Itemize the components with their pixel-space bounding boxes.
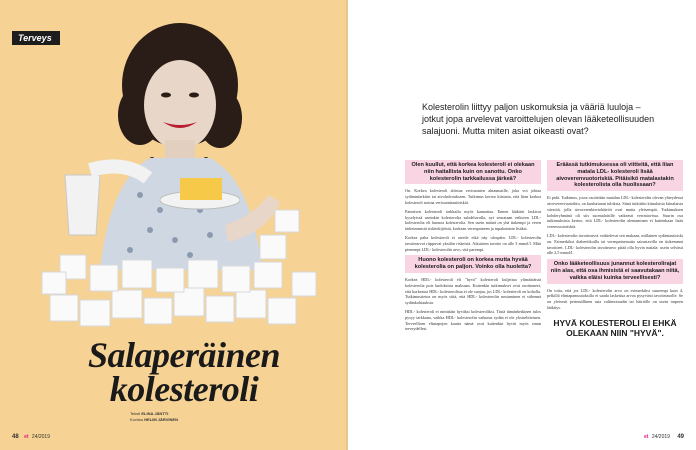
page-number-right: 49	[677, 434, 684, 440]
milk-glass	[65, 175, 100, 235]
question-heading: Eräässä tutkimuksessa oli viitteitä, että liian matala LDL- kolesteroli lisää aivoverenvuotoriskiä. Pitäisikö matalastakin kolesterolista olla huolissaan?	[547, 160, 683, 191]
title-line-2: kolesteroli	[109, 369, 259, 409]
pull-quote: HYVÄ KOLESTEROLI EI EHKÄ OLEKAAN NIIN "HYVÄ".	[553, 317, 677, 338]
body-paragraph: On. Korkea kolesteroli altistaa verisuonten ahtaumaille, joka voi johtaa sydäninfarktiin tai aivohalvaukseen. Tutkimus kertoo kiistatta, että liian korkea kolesteroli nostaa verisuonitautiriskiä.	[405, 188, 541, 205]
brand-logo: et	[24, 434, 29, 440]
illustration-woman-with-sugar-cubes	[30, 10, 330, 340]
text-column-2	[547, 160, 683, 338]
polka-dot-dress	[100, 158, 262, 270]
page-footer-left	[12, 434, 50, 440]
question-heading: Huono kolesteroli on korkea mutta hyvää kolesterolia on paljon. Voinko olla huoletta?	[405, 255, 541, 273]
body-paragraph: Paineisen kolesteroli tarkkailu myös kannattaa. Ennen lääkärit laskivat kyselyissä useinkin kolesterolia suhdeluvulla, nyt seurataan erikseen LDL- kolesterolia eli huonoa kolesterolia. Sen usein määrä on yhä tiukempi ja veren tärkeimmistä riskitekijöistä, korkean verenpaineen ja tupakoinnin lisäksi.	[405, 208, 541, 232]
credit-illustration	[130, 417, 178, 423]
credit-text-name: ELINA JÄNTTI	[141, 411, 169, 416]
question-heading: Olen kuullut, että korkea kolesteroli ei olekaan niin haitallista kuin on sanottu. Onko kolesterolin tarkkailussa järkeä?	[405, 160, 541, 184]
issue-number: 24/2019	[31, 434, 50, 440]
eye-left	[161, 93, 171, 98]
title-line-1: Salaperäinen	[87, 335, 281, 375]
body-paragraph: Korkea paha kolesteroli ei oireile eikä näy ulospäin. LDL- kolesterolin tavoitearvot riippuvat yksilön riskeistä. Aikuisten tavoite on alle 3 mmol/l. Mitä pienempi LDL- kolesterolin arvo, sitä parempi.	[405, 234, 541, 252]
body-paragraph: Ei pidä. Tutkimus, jossa osoitettiin matalan LDL- kolesterolin olevan yhteydessä aivoverenvuotoihin, on kuuluttanut tuloksia. Siinä tutkittiin kiinalaisia kiinalaista väestöä, jolla aivoverenkiertohäiriöt ovat muita yleisempiä. Tutkimuksen kohderyhmänä oli siis suomalaisille vaikeasti verrattavissa. Suurin osa tutkimuksista kertoo, että LDL- kolesterolin alentaminen ei kuitenkaan lisää verenvuotoriskiä.	[547, 195, 683, 230]
face-shape	[144, 60, 216, 150]
text-column-1	[405, 160, 541, 335]
butter-block	[180, 178, 222, 200]
page-number-left: 48	[12, 434, 19, 440]
body-paragraph: LDL- kolesterolin tavoitearvot vaihtelevat sen mukaan, millainen sydäntautiriski on. Esimerkiksi diabeetikoilla tai verenpainetautia sairastavilla on tiukemmat tavoitteet. LDL- kolesterolin tavoitearvo pitää olla hyvin matala: usein selvästi alle 2,5 mmol/l.	[547, 232, 683, 256]
section-tag: Terveys	[12, 31, 60, 45]
right-page	[348, 0, 696, 450]
body-paragraph: HDL- kolesteroli ei nimittäin hyväksi kolesteroliksi. Tästä tämänhetkinen tulos pysyy tarkkana, vaikka HDL- kolesterolin vaikutus sydän ei ole yksiselitteinen. Terveellisen elintapojen kautta nämä ovat kuitenkin hyvät myös sinun terveydellesi.	[405, 308, 541, 332]
lead-paragraph: Kolesterolin liittyy paljon uskomuksia ja vääriä luuloja – jotkut jopa arvelevat varoittelujen olevan lääketeollisuuden salajuoni. Mutta miten asiat oikeasti ovat?	[422, 102, 655, 136]
credit-photo-label: Kuvitus	[130, 417, 144, 422]
question-heading: Onko lääketeollisuus junannut kolesterolirajat niin alas, että osa ihmisistä ei saavutakaan niitä, vaikka eläisi kuinka terveellisesti?	[547, 259, 683, 283]
body-paragraph: Korkea HDL- kolesteroli eli "hyvä" kolesteroli kuljettaa ylimääräistä kolesterolia pois kudoksista maksaan. Kuitenkin tutkimukset ovat osoittaneet, että korkeasta HDL- kolesterolista ei ole suojaa, jos LDL- kolesteroli on koholla. Tutkimustietoa on myös siitä, että HDL- kolesterolin nostaminen ei vähennä sydänkohtauksia.	[405, 276, 541, 306]
credit-photo-name: HELMI JÄRVINEN	[144, 417, 178, 422]
page-footer-right	[644, 434, 684, 440]
credits	[130, 411, 178, 423]
eye-right	[189, 93, 199, 98]
credit-text-label: Teksti	[130, 411, 141, 416]
brand-logo: et	[644, 434, 649, 440]
article-title	[64, 335, 304, 409]
issue-number: 24/2019	[651, 434, 670, 440]
body-paragraph: On totta, että jos LDL- kolesterolin arvo on esimerkiksi suurempi kuin 4, pelkillä elintapamuutoksilla ei saada laskettua arvoa pysyvästi tavoitetasolle. Se on yleisesti perinnöllinen asia valtimotaudin tai häiriölle on usein tarpeen lääkitys.	[547, 287, 683, 310]
